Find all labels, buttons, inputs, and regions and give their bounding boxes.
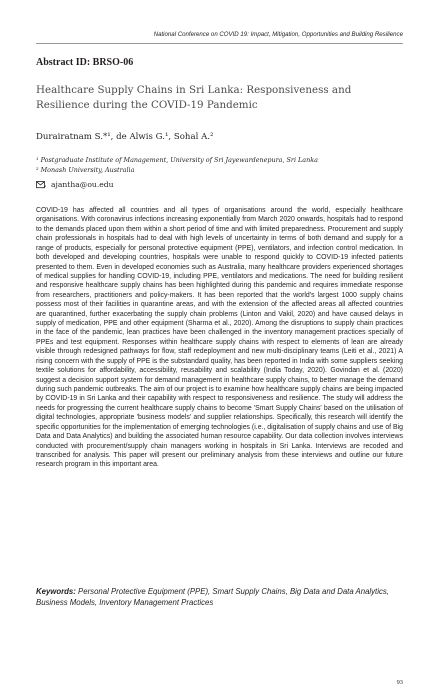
paper-title: Healthcare Supply Chains in Sri Lanka: Responsiveness and Resilience during the COVID-19 Pandemic: [36, 84, 352, 111]
keywords-text: Personal Protective Equipment (PPE), Smart Supply Chains, Big Data and Data Analytics, Business Models, Inventory Management Practices: [36, 587, 389, 607]
abstract-id: Abstract ID: BRSO-06: [36, 57, 134, 68]
affiliation-2: ² Monash University, Australia: [36, 166, 135, 174]
email-icon: [36, 181, 46, 189]
abstract-body: COVID-19 has affected all countries and all types of organisations around the world, especially healthcare organisations. With coronavirus infections increasing exponentially from March 2020 onwards, hospitals had to respond to the demands placed upon them within a short period of time and with limited preparedness. Procurement and supply chain professionals in hospitals had to deal with high levels of uncertainty in terms of both demand and supply for a range of products, especially for personal protective equipment (PPE), ventilators, and infection control medication. In both developed and developing countries, hospitals were unable to respond quickly to COVID-19 infected patients presented to them. Even in developed economies such as Australia, many healthcare providers experienced shortages of medical supplies for handling COVID-19, including PPE, ventilators and medications. The need for building resilient and responsive healthcare supply chains has been highlighted during this pandemic and requires immediate response from researchers, practitioners and policy-makers. It has been reported that the world's largest 1000 supply chains possess most of their facilities in quarantine areas, and with the extension of the affected areas all affected countries are quarantined, further exacerbating the supply chain problems (Linton and Vakil, 2020) and have caused delays in supply of medication, PPE and other equipment (Sharma et al., 2020). Among the disruptions to supply chain practices in the face of the pandemic, lean practices have been challenged in the inventory management practices specially of PPEs and test equipment. Responses within healthcare supply chains with respect to elements of lean are already visible through redesigned pathways for flow, staff redeployment and new multi-disciplinary teams (Leiti et al., 2021) A rising concern with the supply of PPE is the substandard quality, has been reported in India with some suppliers seeking textile solutions for affordability, accessibility, reusability and scalability (India Today, 2020). Govindan et al. (2020) suggest a decision support system for demand management in healthcare supply chains, to better manage the demand during such pandemic outbreaks. The aim of our project is to examine how healthcare supply chains are being impacted by COVID-19 in Sri Lanka and their capability with respect to responsiveness and resilience. The study will address the needs for progressing the current healthcare supply chains to become 'Smart Supply Chains' based on the utilisation of digital technologies, appropriate 'business models' and supplier relationships. Specifically, this research will identify the specific opportunities for the implementation of emerging technologies (i.e., digitalisation of supply chains and use of Big Data and Data Analytics) and building the associated human resource capability. Our data collection involves interviews conducted with procurement/supply chain managers working in hospitals in Sri Lanka. Interviews are recoded and transcribed for analysis. This paper will present our preliminary analysis from these interviews and outline our future research program in this important area.: [36, 207, 403, 469]
keywords: [36, 587, 403, 608]
running-header: National Conference on COVID 19: Impact, Mitigation, Opportunities and Building Resilience: [153, 31, 403, 38]
page-number: 93: [396, 679, 403, 686]
affiliation-1: ¹ Postgraduate Institute of Management, University of Sri Jayewardenepura, Sri Lanka: [36, 156, 318, 164]
email-row: [36, 180, 114, 189]
email-address[interactable]: ajantha@ou.edu: [51, 180, 114, 189]
author-list: Durairatnam S.*¹, de Alwis G.¹, Sohal A.²: [36, 132, 214, 142]
header-rule: [36, 43, 403, 44]
keywords-label: Keywords:: [36, 587, 76, 596]
